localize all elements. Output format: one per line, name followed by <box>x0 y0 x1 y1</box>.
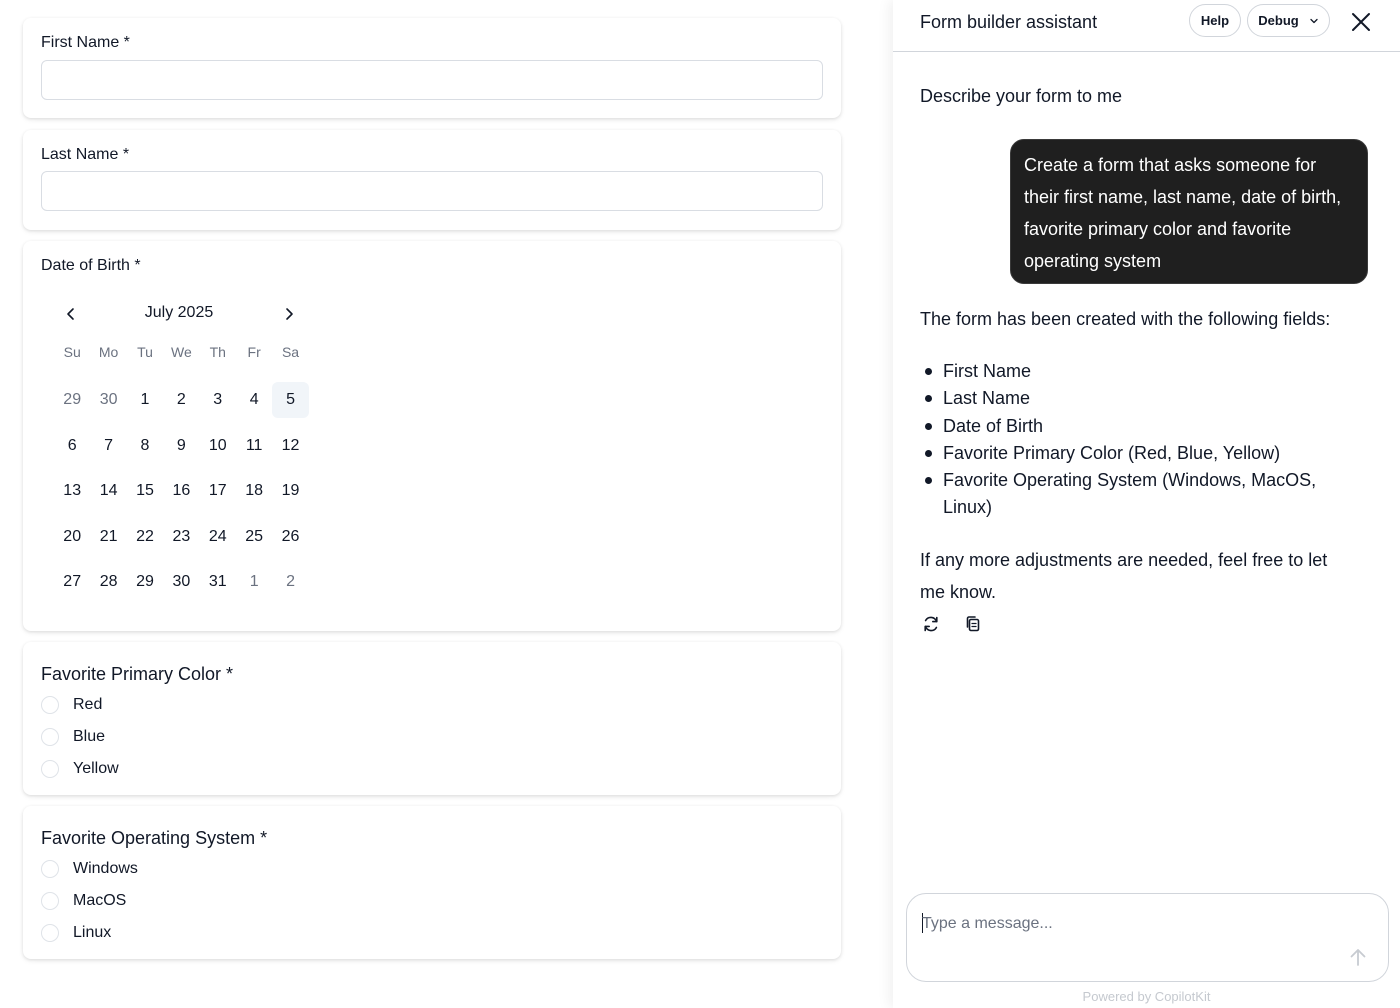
arrow-up-icon <box>1347 946 1369 968</box>
user-message-bubble <box>1010 139 1368 284</box>
debug-button-label: Debug <box>1258 13 1299 28</box>
calendar-day[interactable]: 29 <box>63 391 82 408</box>
calendar-weekday: Su <box>63 344 81 360</box>
list-item: Date of Birth <box>920 413 1360 440</box>
calendar-grid <box>54 344 309 610</box>
calendar-day[interactable]: 22 <box>136 527 154 545</box>
calendar-header <box>59 299 299 329</box>
powered-by-text: Powered by CopilotKit <box>1082 989 1211 1004</box>
calendar-week-row <box>54 428 309 474</box>
list-item: Last Name <box>920 385 1360 412</box>
favorite-os-card <box>23 806 841 959</box>
regenerate-button[interactable] <box>921 614 943 636</box>
chevron-down-icon <box>1309 16 1319 26</box>
date-of-birth-label: Date of Birth * <box>41 257 141 274</box>
message-input-box <box>906 893 1389 982</box>
radio-button[interactable] <box>41 860 59 878</box>
close-icon <box>1349 10 1373 34</box>
calendar-day[interactable]: 7 <box>104 436 114 454</box>
calendar-day[interactable]: 18 <box>245 482 264 499</box>
radio-button[interactable] <box>41 696 59 714</box>
radio-option-blue[interactable] <box>41 725 105 749</box>
calendar-day[interactable]: 2 <box>286 573 295 590</box>
radio-button[interactable] <box>41 892 59 910</box>
first-name-input[interactable] <box>41 60 823 100</box>
user-message-text: Create a form that asks someone for their first name, last name, date of birth, favorite primary color and favorite operating system <box>1024 155 1342 271</box>
message-input[interactable] <box>922 912 1322 936</box>
calendar-day[interactable]: 25 <box>245 527 264 545</box>
calendar-day[interactable]: 23 <box>172 527 191 545</box>
calendar-day[interactable]: 2 <box>176 391 186 408</box>
calendar-weeks <box>54 382 309 610</box>
chevron-right-icon <box>282 307 296 321</box>
assistant-intro-message: Describe your form to me <box>920 86 1123 106</box>
favorite-color-label: Favorite Primary Color * <box>41 664 234 684</box>
first-name-card <box>23 18 841 118</box>
radio-label: Red <box>73 696 103 713</box>
calendar-day[interactable]: 21 <box>99 527 118 545</box>
calendar-weekday: We <box>170 344 192 360</box>
calendar-day[interactable]: 11 <box>245 436 263 454</box>
calendar-day[interactable]: 8 <box>140 436 150 454</box>
assistant-response-intro: The form has been created with the following fields: <box>920 309 1331 329</box>
help-button-label: Help <box>1200 13 1230 28</box>
calendar-day[interactable]: 27 <box>63 573 82 590</box>
list-item: Favorite Operating System (Windows, MacOS, Linux) <box>920 467 1360 522</box>
radio-label: MacOS <box>73 892 127 909</box>
close-button[interactable] <box>1349 10 1373 34</box>
calendar-day[interactable]: 6 <box>67 436 77 454</box>
calendar-day[interactable]: 31 <box>208 573 227 590</box>
calendar-weekday: Tu <box>137 344 153 360</box>
calendar-week-row <box>54 564 309 610</box>
calendar-day[interactable]: 17 <box>208 482 227 499</box>
radio-label: Linux <box>73 924 112 941</box>
copy-button[interactable] <box>963 614 985 636</box>
copy-icon <box>963 614 983 634</box>
favorite-os-label: Favorite Operating System * <box>41 828 268 848</box>
calendar-day[interactable]: 16 <box>172 482 191 499</box>
next-month-button[interactable] <box>277 299 301 329</box>
last-name-input[interactable] <box>41 171 823 211</box>
first-name-label: First Name * <box>41 34 130 51</box>
debug-button[interactable] <box>1247 4 1330 37</box>
calendar-weekday: Sa <box>281 344 300 360</box>
radio-button[interactable] <box>41 760 59 778</box>
chat-header <box>893 0 1400 52</box>
refresh-icon <box>921 614 941 634</box>
calendar-day[interactable]: 30 <box>99 391 118 408</box>
help-button[interactable] <box>1189 4 1241 37</box>
calendar-day[interactable]: 9 <box>176 436 186 454</box>
calendar-day-today[interactable]: 5 <box>272 382 308 418</box>
date-of-birth-card <box>23 241 841 631</box>
calendar-weekday: Mo <box>98 344 119 360</box>
radio-label: Windows <box>73 860 138 877</box>
radio-label: Yellow <box>73 760 119 777</box>
calendar-month-title: July 2025 <box>144 304 214 321</box>
calendar-week-row <box>54 519 309 565</box>
calendar-day[interactable]: 24 <box>208 527 227 545</box>
calendar-weekday-row <box>54 344 309 368</box>
chat-panel <box>893 0 1400 1008</box>
radio-option-macos[interactable] <box>41 889 126 913</box>
calendar-day[interactable]: 3 <box>213 391 223 408</box>
list-item: First Name <box>920 358 1360 385</box>
radio-option-red[interactable] <box>41 693 102 717</box>
calendar-day[interactable]: 20 <box>63 527 82 545</box>
calendar-weekday: Th <box>209 344 226 360</box>
last-name-card <box>23 130 841 230</box>
send-button[interactable] <box>1347 946 1371 970</box>
calendar-day[interactable]: 19 <box>281 482 300 499</box>
assistant-response-list <box>920 358 1360 522</box>
calendar-day[interactable]: 26 <box>281 527 300 545</box>
assistant-response-outro: If any more adjustments are needed, feel free to let me know. <box>920 550 1328 602</box>
last-name-label: Last Name * <box>41 146 130 163</box>
list-item: Favorite Primary Color (Red, Blue, Yellow) <box>920 440 1360 467</box>
radio-option-linux[interactable] <box>41 921 111 945</box>
favorite-color-card <box>23 642 841 795</box>
radio-option-windows[interactable] <box>41 857 138 881</box>
calendar-day[interactable]: 28 <box>99 573 118 590</box>
radio-button[interactable] <box>41 924 59 942</box>
radio-option-yellow[interactable] <box>41 757 119 781</box>
chat-title: Form builder assistant <box>920 12 1098 32</box>
calendar-day[interactable]: 1 <box>249 573 259 590</box>
calendar-day[interactable]: 15 <box>136 482 154 499</box>
calendar-day[interactable]: 30 <box>172 573 191 590</box>
calendar-day[interactable]: 4 <box>249 391 259 408</box>
calendar-week-row <box>54 382 309 428</box>
radio-button[interactable] <box>41 728 59 746</box>
calendar-day[interactable]: 10 <box>208 436 227 454</box>
calendar-day[interactable]: 1 <box>140 391 150 408</box>
radio-label: Blue <box>73 728 106 745</box>
calendar-week-row <box>54 473 309 519</box>
calendar-day[interactable]: 12 <box>281 436 300 454</box>
calendar-weekday: Fr <box>247 344 261 360</box>
calendar-day[interactable]: 29 <box>136 573 154 590</box>
calendar-day[interactable]: 14 <box>99 482 118 499</box>
calendar-day[interactable]: 13 <box>63 482 82 499</box>
